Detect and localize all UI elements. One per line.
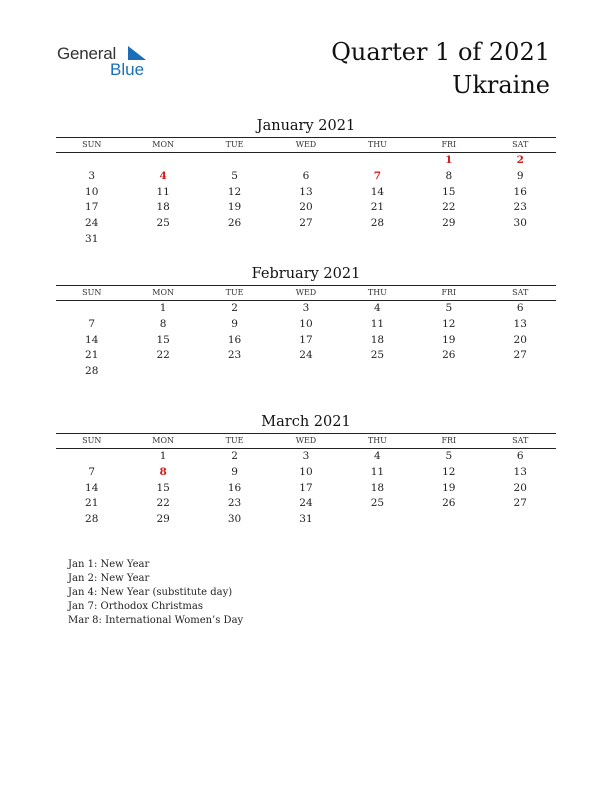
day-cell: 14 — [370, 185, 385, 198]
weekday-label: SUN — [82, 436, 102, 445]
day-cell: 14 — [85, 481, 99, 494]
day-cell: 21 — [85, 497, 99, 510]
month-grid — [56, 153, 556, 248]
month-january — [56, 116, 556, 248]
week-row — [56, 317, 556, 333]
day-cell: 26 — [442, 349, 456, 362]
day-cell: 6 — [516, 450, 524, 462]
weekday-label: MON — [152, 288, 174, 297]
day-cell: 14 — [85, 333, 99, 346]
day-cell: 10 — [299, 465, 313, 478]
week-row — [56, 153, 556, 169]
week-row — [56, 465, 556, 481]
weekday-label: SAT — [512, 288, 529, 297]
holiday-note: Jan 7: Orthodox Christmas — [68, 601, 203, 612]
day-cell: 2 — [231, 450, 238, 462]
day-cell: 16 — [227, 481, 242, 494]
weekday-label: THU — [367, 140, 387, 149]
weekday-label: MON — [152, 436, 174, 445]
day-cell: 4 — [374, 302, 381, 314]
day-cell: 13 — [513, 317, 527, 330]
day-cell: 2 — [516, 154, 524, 166]
day-cell — [342, 232, 413, 248]
day-cell: 11 — [156, 185, 170, 198]
day-cell — [56, 449, 127, 465]
holiday-note: Mar 8: International Women’s Day — [68, 615, 244, 626]
day-cell — [342, 153, 413, 169]
day-cell: 18 — [370, 333, 385, 346]
week-row — [56, 449, 556, 465]
weekday-label: THU — [367, 288, 387, 297]
day-cell: 6 — [516, 302, 524, 314]
month-title: January 2021 — [256, 118, 356, 134]
weekday-label: SAT — [512, 436, 529, 445]
day-cell: 17 — [85, 201, 99, 214]
day-cell: 8 — [159, 317, 167, 330]
day-cell: 9 — [516, 169, 524, 182]
day-cell: 13 — [513, 465, 527, 478]
day-cell: 5 — [445, 302, 453, 314]
day-cell: 24 — [299, 349, 313, 362]
day-cell: 16 — [227, 333, 242, 346]
day-cell — [485, 364, 556, 380]
day-cell: 24 — [299, 497, 313, 510]
weekday-label: MON — [152, 140, 174, 149]
day-cell: 29 — [156, 513, 170, 526]
country-title: Ukraine — [452, 71, 550, 99]
day-cell: 19 — [227, 201, 242, 214]
day-cell: 10 — [299, 317, 313, 330]
day-cell: 25 — [370, 349, 385, 362]
day-cell — [413, 512, 484, 528]
day-cell: 28 — [85, 513, 99, 526]
day-cell: 7 — [88, 317, 96, 330]
day-cell: 15 — [156, 333, 170, 346]
day-cell: 27 — [299, 217, 313, 230]
day-cell: 16 — [513, 185, 527, 198]
weekday-label: SAT — [512, 140, 529, 149]
week-row — [56, 232, 556, 248]
day-cell: 13 — [299, 185, 313, 198]
day-cell: 19 — [442, 333, 456, 346]
weekday-header — [56, 285, 556, 301]
generalblue-logo — [57, 44, 157, 80]
week-row — [56, 216, 556, 232]
day-cell — [199, 232, 270, 248]
day-cell: 31 — [299, 513, 313, 526]
day-cell: 19 — [442, 481, 456, 494]
weekday-label: TUE — [225, 436, 244, 445]
week-row — [56, 185, 556, 201]
day-cell: 24 — [85, 217, 99, 230]
day-cell — [127, 232, 198, 248]
day-cell: 22 — [442, 201, 456, 214]
day-cell: 8 — [445, 169, 453, 182]
weekday-label: FRI — [441, 288, 457, 297]
weekday-label: WED — [295, 288, 317, 297]
week-row — [56, 169, 556, 185]
day-cell: 29 — [442, 217, 456, 230]
month-grid — [56, 449, 556, 528]
day-cell — [413, 232, 484, 248]
day-cell: 21 — [370, 201, 385, 214]
week-row — [56, 333, 556, 349]
day-cell: 21 — [85, 349, 99, 362]
day-cell: 9 — [231, 317, 238, 330]
month-title: February 2021 — [251, 266, 361, 282]
month-march — [56, 412, 556, 528]
week-row — [56, 364, 556, 380]
weekday-label: TUE — [225, 140, 244, 149]
week-row — [56, 200, 556, 216]
day-cell — [199, 153, 270, 169]
month-grid — [56, 301, 556, 380]
weekday-label: FRI — [441, 140, 457, 149]
day-cell: 1 — [159, 302, 167, 314]
weekday-header — [56, 433, 556, 449]
day-cell — [413, 364, 484, 380]
day-cell: 3 — [302, 450, 310, 462]
day-cell: 11 — [370, 465, 385, 478]
day-cell: 20 — [299, 201, 313, 214]
day-cell: 20 — [513, 481, 527, 494]
day-cell: 7 — [373, 169, 382, 182]
day-cell — [485, 512, 556, 528]
day-cell: 26 — [227, 217, 242, 230]
day-cell: 22 — [156, 349, 170, 362]
week-row — [56, 496, 556, 512]
holiday-note: Jan 1: New Year — [68, 559, 150, 570]
day-cell: 1 — [445, 154, 453, 166]
day-cell: 15 — [442, 185, 456, 198]
weekday-label: SUN — [82, 140, 102, 149]
day-cell: 15 — [156, 481, 170, 494]
day-cell: 18 — [156, 201, 170, 214]
month-february — [56, 264, 556, 380]
day-cell: 12 — [227, 185, 242, 198]
day-cell: 23 — [513, 201, 527, 214]
weekday-label: WED — [295, 436, 317, 445]
day-cell — [127, 364, 198, 380]
logo-text-general: General — [57, 44, 117, 63]
day-cell: 5 — [231, 169, 238, 182]
day-cell: 25 — [370, 497, 385, 510]
day-cell — [56, 301, 127, 317]
day-cell: 18 — [370, 481, 385, 494]
weekday-label: TUE — [225, 288, 244, 297]
day-cell — [270, 232, 341, 248]
day-cell: 28 — [85, 365, 99, 378]
day-cell: 2 — [231, 302, 238, 314]
day-cell: 4 — [159, 169, 167, 182]
weekday-label: WED — [295, 140, 317, 149]
week-row — [56, 512, 556, 528]
month-title: March 2021 — [261, 414, 351, 430]
weekday-header — [56, 137, 556, 153]
day-cell: 3 — [88, 169, 96, 182]
day-cell: 10 — [85, 185, 99, 198]
day-cell — [485, 232, 556, 248]
day-cell — [199, 364, 270, 380]
day-cell: 30 — [513, 217, 527, 230]
day-cell: 22 — [156, 497, 170, 510]
day-cell — [270, 153, 341, 169]
day-cell: 3 — [302, 302, 310, 314]
day-cell: 25 — [156, 217, 170, 230]
day-cell — [56, 153, 127, 169]
day-cell: 4 — [374, 450, 381, 462]
holiday-notes — [68, 558, 243, 628]
day-cell: 1 — [159, 450, 167, 462]
day-cell: 20 — [513, 333, 527, 346]
day-cell — [127, 153, 198, 169]
weekday-label: THU — [367, 436, 387, 445]
day-cell: 5 — [445, 450, 453, 462]
day-cell: 17 — [299, 333, 313, 346]
week-row — [56, 301, 556, 317]
day-cell: 9 — [231, 465, 238, 478]
weekday-label: SUN — [82, 288, 102, 297]
day-cell: 28 — [370, 217, 385, 230]
day-cell: 6 — [302, 169, 310, 182]
day-cell: 8 — [159, 465, 167, 478]
holiday-note: Jan 4: New Year (substitute day) — [68, 587, 233, 598]
day-cell: 27 — [513, 349, 527, 362]
day-cell: 23 — [227, 349, 242, 362]
day-cell: 17 — [299, 481, 313, 494]
day-cell: 31 — [85, 232, 99, 245]
day-cell: 26 — [442, 497, 456, 510]
week-row — [56, 348, 556, 364]
day-cell: 12 — [442, 465, 456, 478]
day-cell: 30 — [227, 513, 242, 526]
logo-text-blue: Blue — [110, 60, 145, 79]
quarter-title: Quarter 1 of 2021 — [331, 38, 550, 66]
day-cell — [270, 364, 341, 380]
day-cell — [342, 364, 413, 380]
day-cell: 23 — [227, 497, 242, 510]
day-cell: 7 — [88, 465, 96, 478]
holiday-note: Jan 2: New Year — [68, 573, 150, 584]
day-cell: 27 — [513, 497, 527, 510]
page-title — [331, 36, 550, 102]
day-cell: 11 — [370, 317, 385, 330]
day-cell — [342, 512, 413, 528]
week-row — [56, 481, 556, 497]
weekday-label: FRI — [441, 436, 457, 445]
day-cell: 12 — [442, 317, 456, 330]
